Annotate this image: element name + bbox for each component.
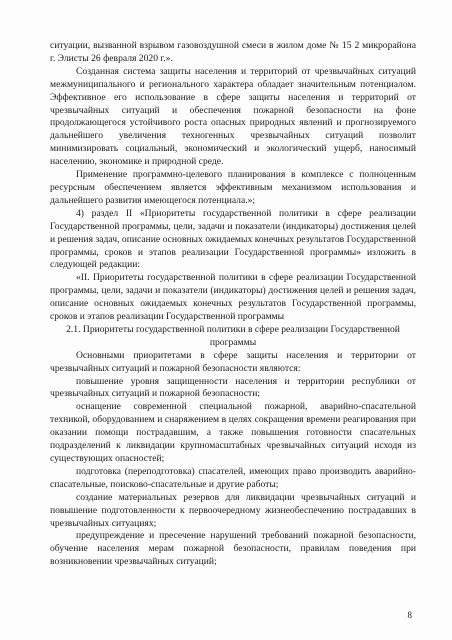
paragraph: подготовка (переподготовка) спасателей, имеющих право производить аварийно-спасательные, поисково-спасательные и другие работы; [50, 465, 416, 490]
paragraph: Основными приоритетами в сфере защиты населения и территории от чрезвычайных ситуаций и пожарной безопасности являются: [50, 349, 416, 374]
paragraph: предупреждение и пресечение нарушений требований пожарной безопасности, обучение населения мерам пожарной безопасности, правилам поведения при возникновении чрезвычайных ситуаций; [50, 530, 416, 568]
paragraph: повышение уровня защищенности населения и территории республики от чрезвычайных ситуаций и пожарной безопасности; [50, 375, 416, 400]
section-heading: 2.1. Приоритеты государственной политики в сфере реализации Государственной программы [66, 323, 400, 348]
body-text [50, 40, 416, 569]
paragraph: оснащение современной специальной пожарной, аварийно-спасательной техникой, оборудованием и снаряжением в целях сокращения времени реагирования при оказании помощи пострадавшим, а также повышения готовности спасательных подразделений к ликвидации крупномасштабных чрезвычайных ситуаций исходя из существующих опасностей; [50, 401, 416, 464]
page-number: 8 [407, 610, 412, 620]
paragraph: Созданная система защиты населения и территорий от чрезвычайных ситуаций межмуниципального и регионального характера обладает значительным потенциалом. Эффективное его использование в сфере защиты населения и территорий от чрезвычайных ситуаций и обеспечения пожарной безопасности на фоне продолжающегося устойчивого роста опасных природных явлений и прогнозируемого дальнейшего увеличения техногенных чрезвычайных ситуаций позволит минимизировать социальный, экономический и экологический ущерб, наносимый населению, экономике и природной среде. [50, 65, 416, 168]
paragraph: «II. Приоритеты государственной политики в сфере реализации Государственной программы, цели, задачи и показатели (индикаторы) достижения целей и решения задач, описание основных ожидаемых конечных результатов Государственной программы, сроков и этапов реализации Государственной программы [50, 272, 416, 323]
paragraph: ситуации, вызванной взрывом газовоздушной смеси в жилом доме № 15 2 микрорайона г. Элисты 26 февраля 2020 г.». [50, 40, 416, 64]
paragraph: Применение программно-целевого планирования в комплексе с полноценным ресурсным обеспечением является эффективным механизмом использования и дальнейшего развития имеющегося потенциала.»; [50, 169, 416, 206]
paragraph: создание материальных резервов для ликвидации чрезвычайных ситуаций и повышение подготовленности к первоочередному жизнеобеспечению пострадавших в чрезвычайных ситуациях; [50, 491, 416, 529]
paragraph: 4) раздел II «Приоритеты государственной политики в сфере реализации Государственной программы, цели, задачи и показатели (индикаторы) достижения целей и решения задач, описание основных ожидаемых конечных результатов Государственной программы, сроков и этапов реализации Государственной программы» изложить в следующей редакции: [50, 207, 416, 271]
